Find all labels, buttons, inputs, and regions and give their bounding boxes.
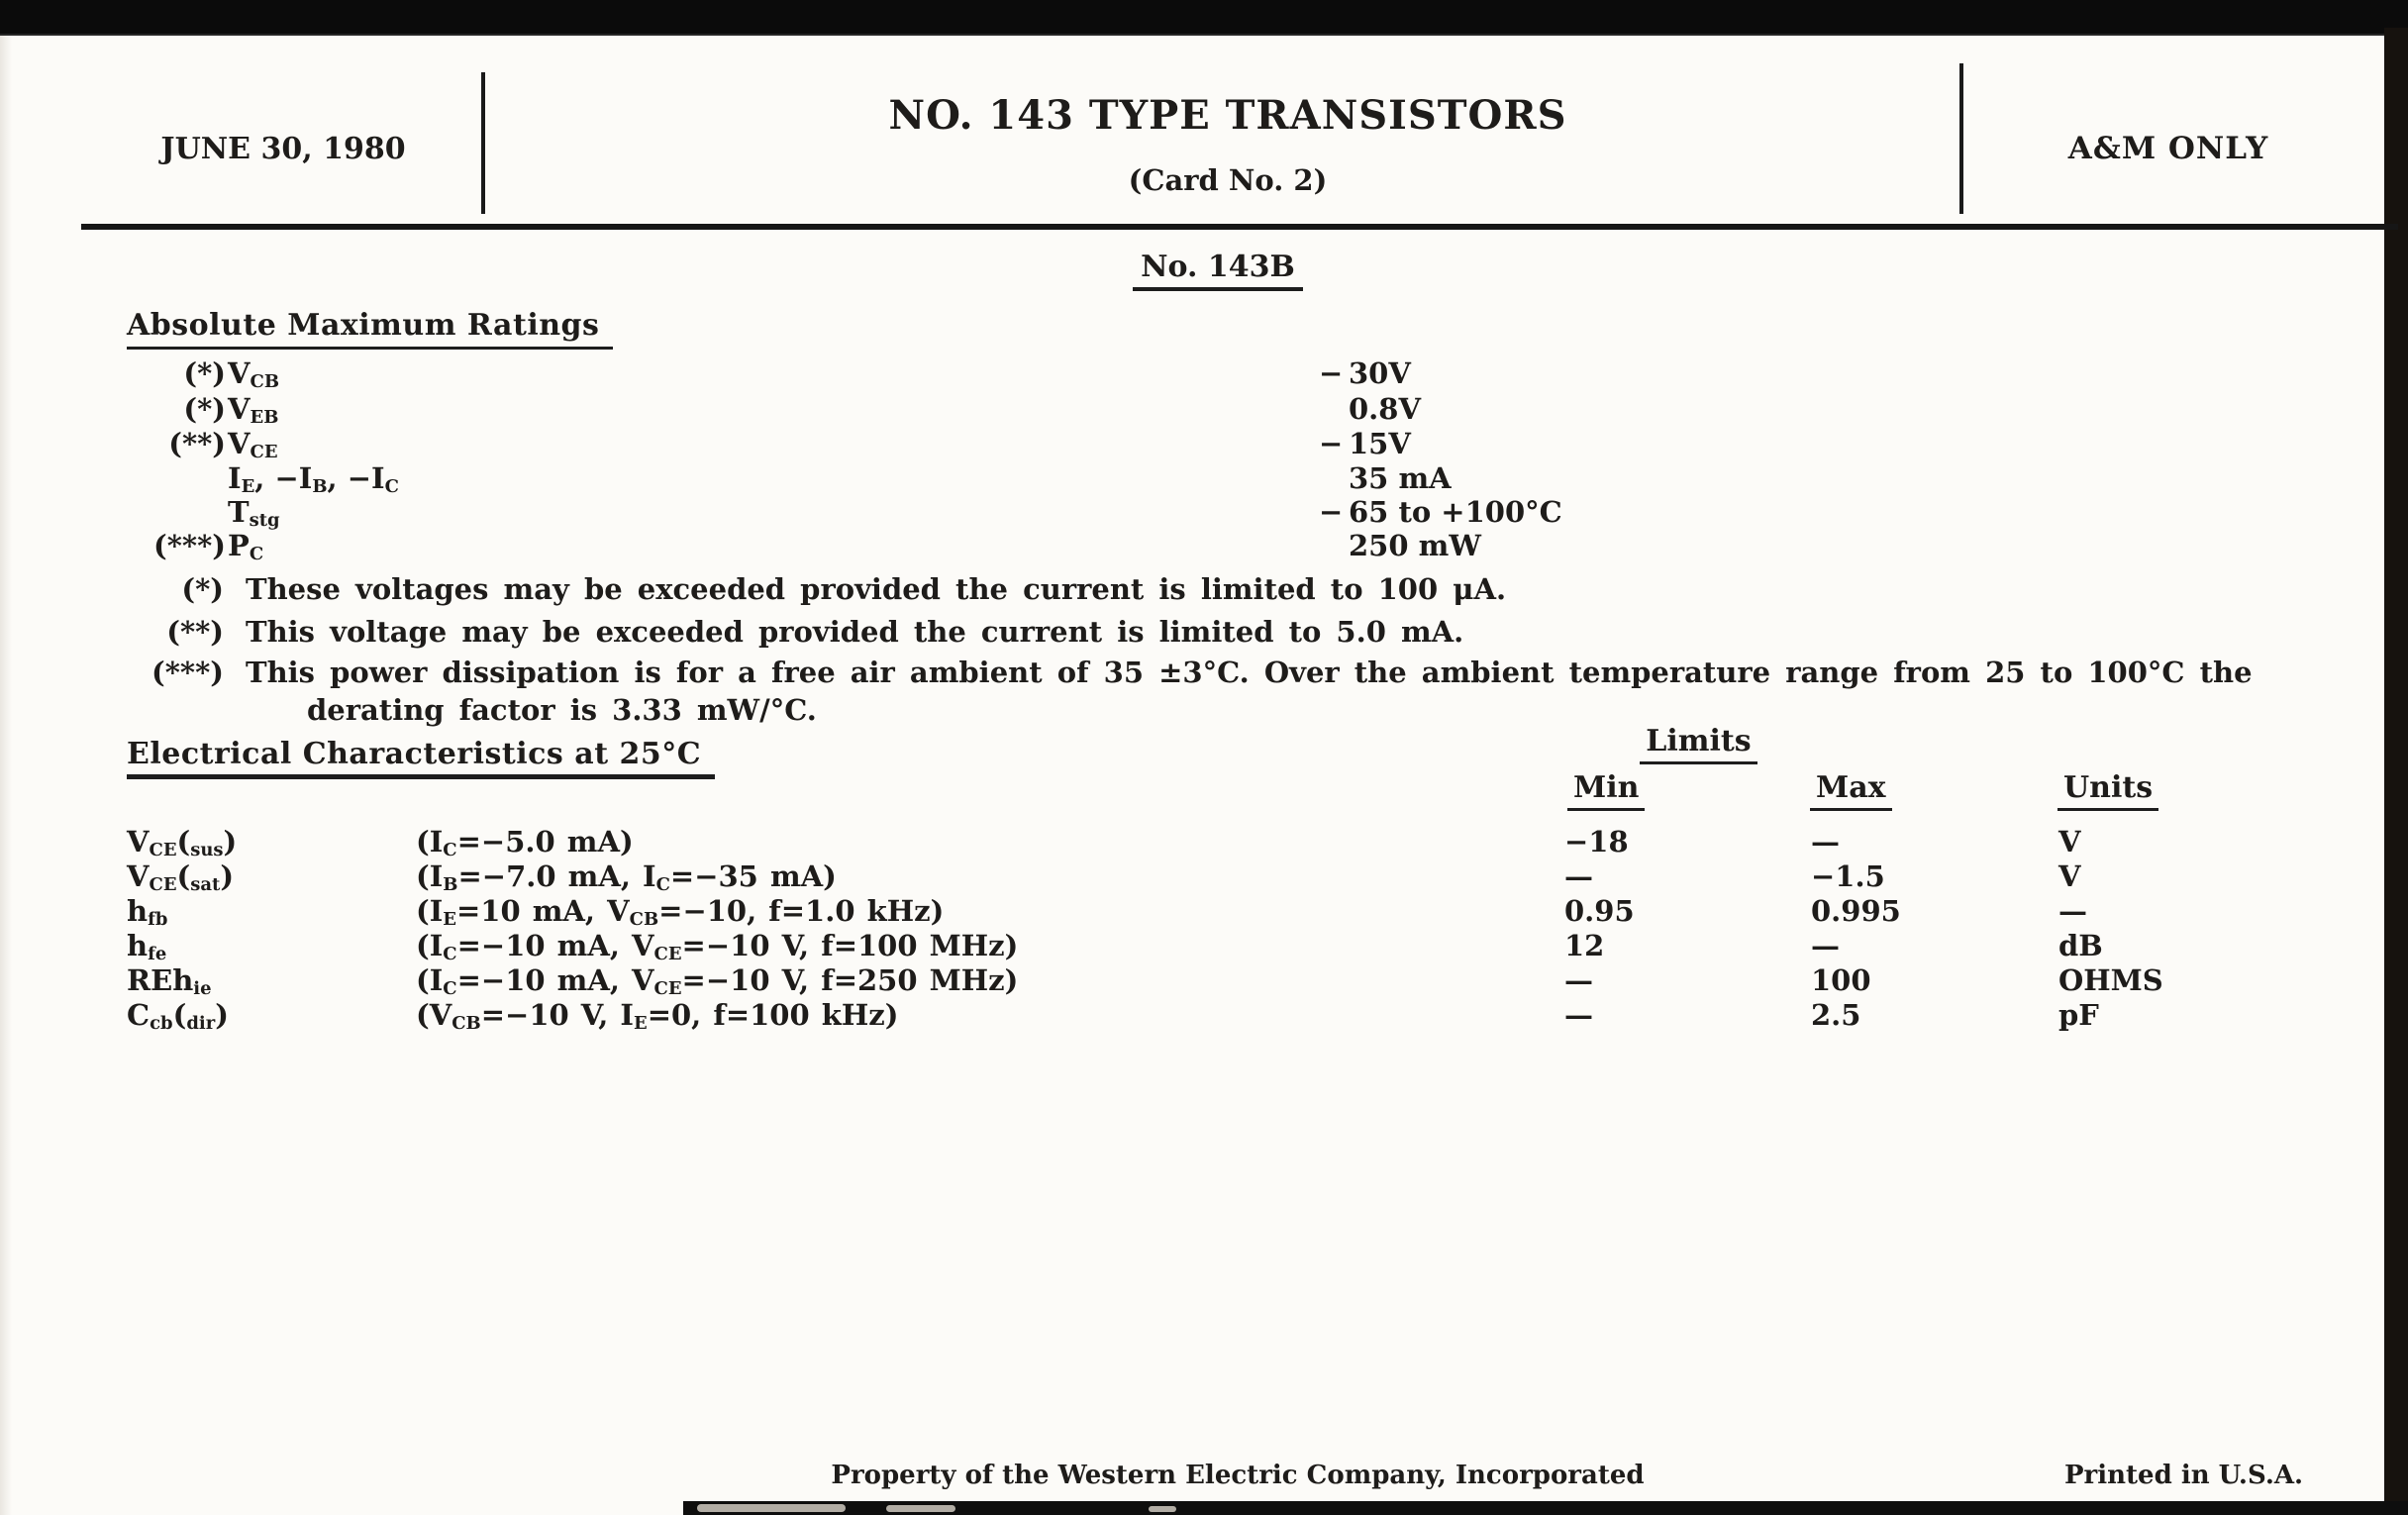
characteristic-units: dB	[2058, 929, 2103, 962]
characteristic-conditions: ($I_C=-5.0$ mA)	[416, 825, 634, 860]
characteristic-row	[0, 963, 2408, 999]
header-card-number: (Card No. 2)	[1128, 163, 1328, 197]
document-number-text: No. 143B	[1133, 250, 1303, 291]
footnote-marker: (***)	[151, 656, 224, 689]
characteristic-max: —	[1811, 825, 1840, 858]
characteristic-units: pF	[2058, 998, 2099, 1032]
footer-property-notice: Property of the Western Electric Company, Incorporated	[831, 1461, 1645, 1490]
characteristic-conditions: ($I_E=10$ mA, $V_{CB}=-10$, f=1.0 kHz)	[416, 894, 945, 930]
rating-value: − 30V	[1319, 356, 1411, 390]
characteristic-row	[0, 859, 2408, 895]
characteristic-parameter: $h_{fb}$	[127, 894, 168, 930]
header-divider-left	[481, 72, 485, 214]
header-restriction: A&M ONLY	[2067, 131, 2269, 166]
abs-max-heading: Absolute Maximum Ratings	[127, 308, 613, 350]
characteristic-units: OHMS	[2058, 963, 2163, 997]
footnote-text: This power dissipation is for a free air ambient of 35 ±3°C. Over the ambient temperature range from 25 to 100°C the	[246, 656, 2253, 689]
scan-edge-bottom-band	[683, 1501, 2408, 1515]
characteristic-max: 2.5	[1811, 998, 1861, 1032]
characteristic-units: V	[2058, 825, 2081, 858]
characteristic-parameter: $h_{fe}$	[127, 929, 167, 964]
header-date: JUNE 30, 1980	[160, 132, 406, 166]
rating-symbol: $I_E$, $-I_B$, $-I_C$	[228, 461, 399, 497]
characteristic-min: —	[1564, 963, 1593, 997]
characteristic-units: —	[2058, 894, 2087, 928]
characteristic-row	[0, 894, 2408, 930]
characteristic-row	[0, 929, 2408, 964]
characteristic-conditions: ($I_C=-10$ mA, $V_{CE}=-10$ V, f=250 MHz)	[416, 963, 1019, 999]
rating-prefix: (*)	[183, 356, 226, 390]
footnote-marker: (*)	[181, 572, 224, 606]
column-header-min: Min	[1567, 770, 1645, 805]
column-header-max: Max	[1810, 770, 1892, 805]
footnote-continuation: derating factor is 3.33 mW/°C.	[307, 693, 817, 727]
rating-row	[84, 495, 280, 529]
rating-prefix: (***)	[153, 529, 226, 562]
characteristic-conditions: ($V_{CB}=-10$ V, $I_E=0$, f=100 kHz)	[416, 998, 899, 1034]
characteristic-min: −18	[1564, 825, 1629, 858]
page-title: NO. 143 TYPE TRANSISTORS	[888, 92, 1567, 139]
characteristic-max: 100	[1811, 963, 1871, 997]
rating-row	[84, 529, 263, 562]
characteristic-parameter: REh$_{ie}$	[127, 963, 212, 999]
rating-value: − 65 to +100°C	[1319, 495, 1562, 529]
characteristic-row	[0, 998, 2408, 1034]
footnote-text: These voltages may be exceeded provided the current is limited to 100 μA.	[246, 572, 1507, 606]
header-rule	[81, 224, 2398, 230]
characteristic-max: —	[1811, 929, 1840, 962]
rating-row	[84, 461, 399, 495]
document-number	[1030, 250, 1406, 284]
characteristic-min: —	[1564, 998, 1593, 1032]
rating-value: 35 mA	[1349, 461, 1452, 495]
scan-edge-right-strip	[2384, 28, 2408, 1515]
rating-value: 0.8V	[1349, 392, 1421, 426]
rating-prefix: (*)	[183, 392, 226, 426]
characteristic-parameter: $C_{cb}(_{dir})$	[127, 998, 229, 1034]
footnote-marker: (**)	[166, 615, 224, 649]
limits-header: Limits	[1612, 724, 1785, 758]
footnote	[84, 656, 2253, 689]
column-header-units: Units	[2057, 770, 2158, 805]
characteristic-parameter: $V_{CE}(_{sat})$	[127, 859, 235, 895]
rating-symbol: $V_{CE}$	[228, 427, 278, 462]
rating-symbol: $T_{stg}$	[228, 495, 280, 531]
characteristic-conditions: ($I_C=-10$ mA, $V_{CE}=-10$ V, f=100 MHz)	[416, 929, 1019, 964]
rating-prefix: (**)	[168, 427, 226, 460]
rating-row	[84, 356, 279, 390]
rating-symbol: $V_{EB}$	[228, 392, 279, 428]
scan-edge-top-band	[0, 0, 2408, 36]
elec-char-heading: Electrical Characteristics at 25°C	[127, 737, 715, 779]
rating-symbol: $V_{CB}$	[228, 356, 280, 392]
characteristic-conditions: ($I_B=-7.0$ mA, $I_C=-35$ mA)	[416, 859, 837, 895]
rating-symbol: $P_C$	[228, 529, 264, 564]
rating-value: − 15V	[1319, 427, 1411, 460]
header-divider-right	[1959, 63, 1963, 214]
characteristic-row	[0, 825, 2408, 860]
footnote	[84, 615, 1463, 649]
rating-row	[84, 392, 278, 426]
rating-row	[84, 427, 278, 460]
footnote-text: This voltage may be exceeded provided the current is limited to 5.0 mA.	[246, 615, 1464, 649]
characteristic-parameter: $V_{CE}(_{sus})$	[127, 825, 238, 860]
characteristic-min: —	[1564, 859, 1593, 893]
characteristic-min: 0.95	[1564, 894, 1635, 928]
footer-printed-notice: Printed in U.S.A.	[2064, 1461, 2304, 1490]
rating-value: 250 mW	[1349, 529, 1481, 562]
characteristic-min: 12	[1564, 929, 1605, 962]
characteristic-max: 0.995	[1811, 894, 1901, 928]
footnote	[84, 572, 1506, 606]
scan-scuff-mark	[886, 1505, 955, 1512]
scan-scuff-mark	[1149, 1506, 1176, 1512]
characteristic-units: V	[2058, 859, 2081, 893]
characteristic-max: −1.5	[1811, 859, 1885, 893]
scan-scuff-mark	[697, 1504, 846, 1512]
